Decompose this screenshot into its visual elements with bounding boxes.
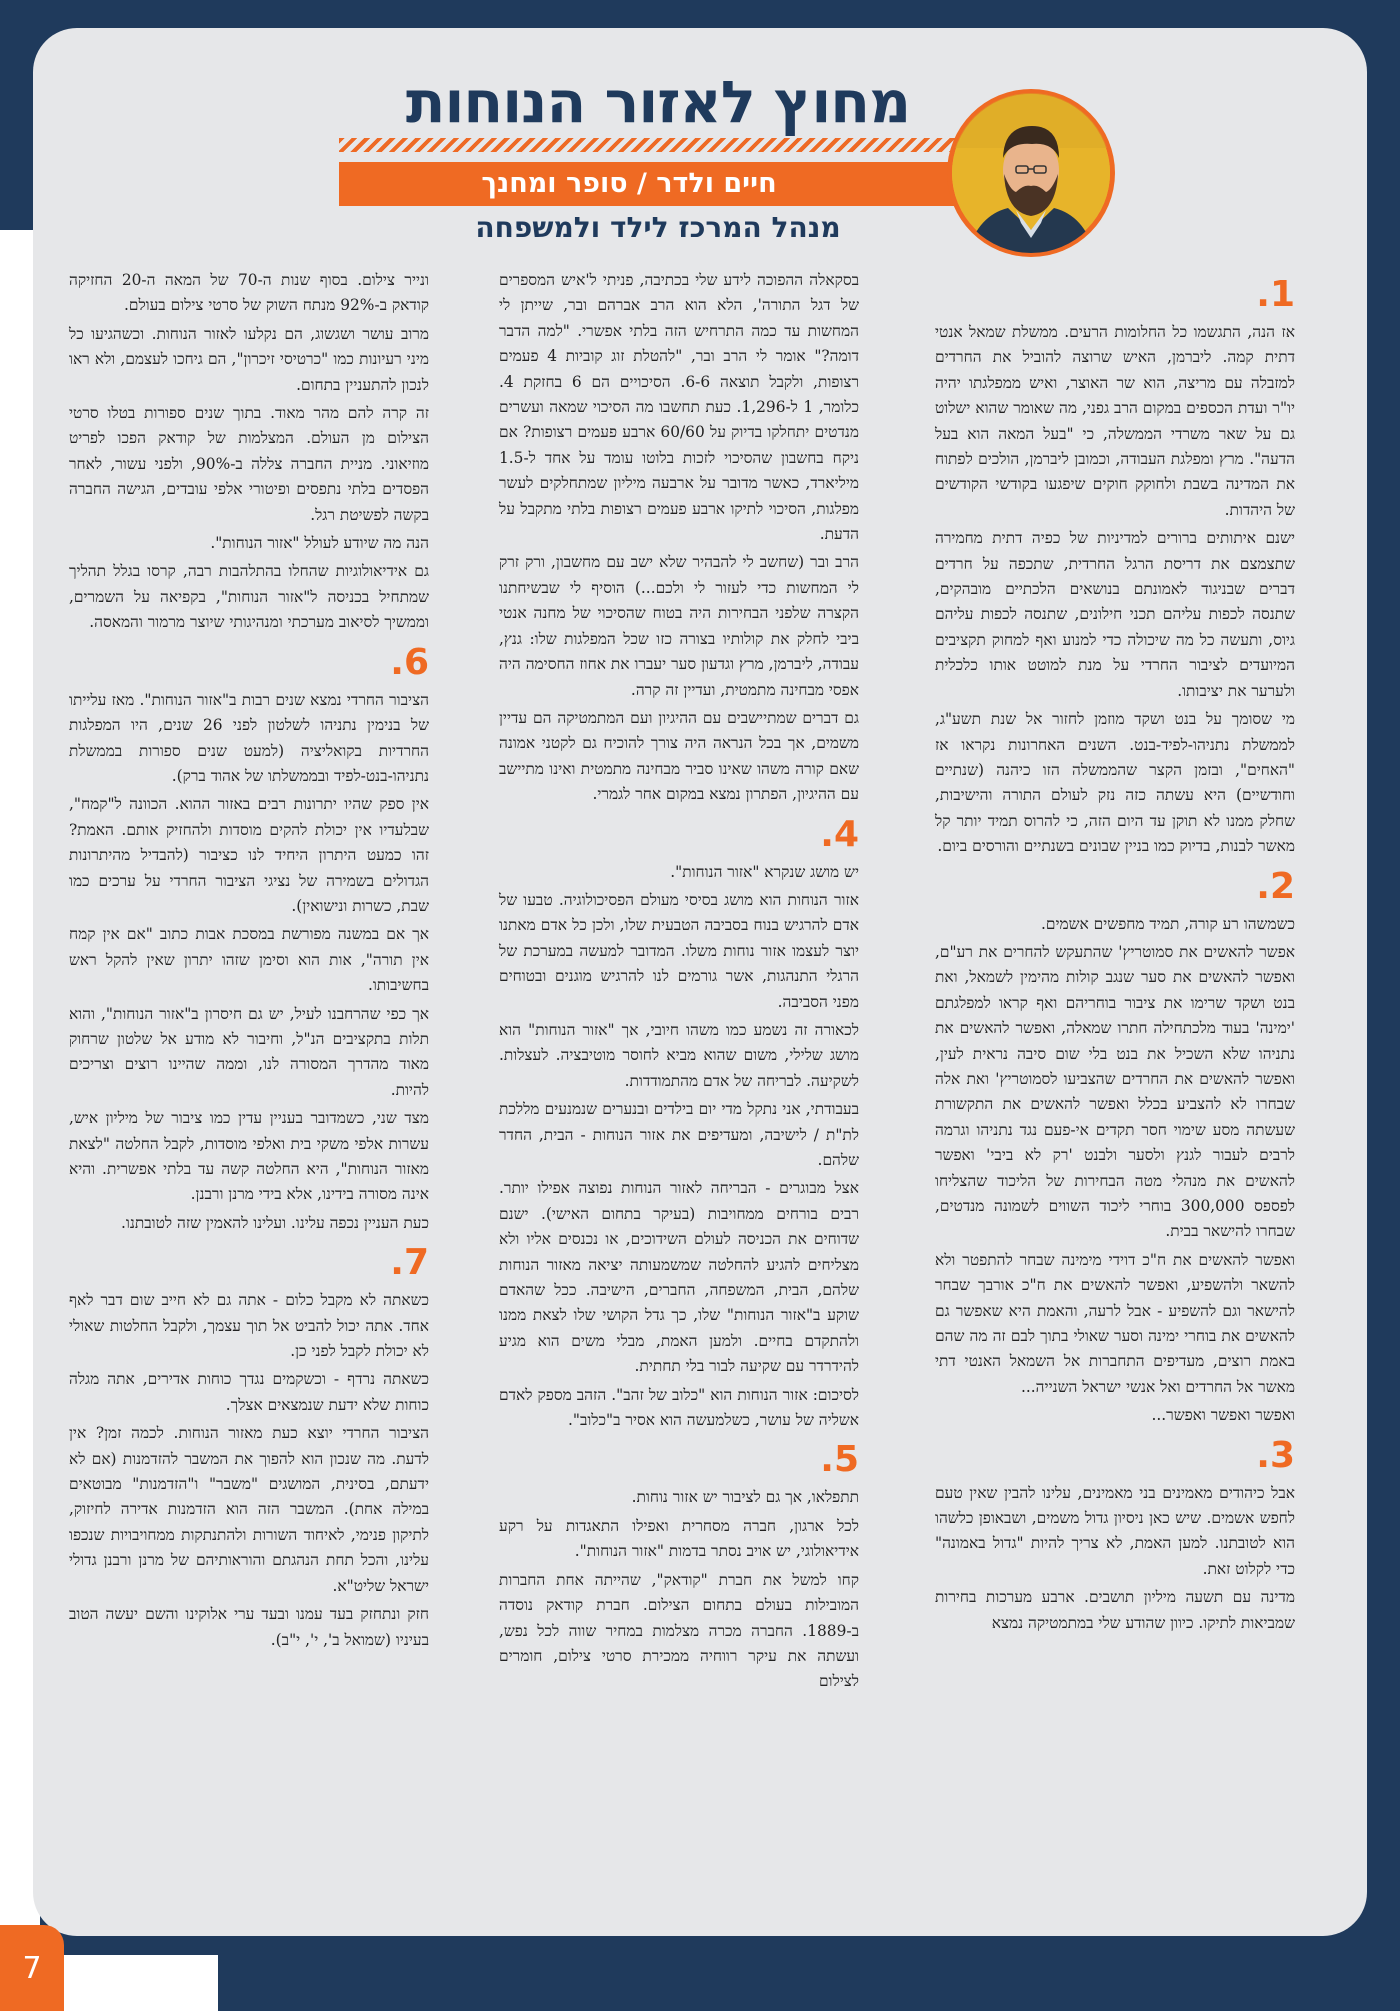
section-number: 6. <box>390 641 429 683</box>
paragraph: אך אם במשנה מפורשת במסכת אבות כתוב "אם אין קמח אין תורה", אות הוא וסימן שזהו יתרון שאין להקל ראש בחשיבותו. <box>69 925 429 995</box>
paragraph: כשאתה נרדף - וכשקמים נגדך כוחות אדירים, אתה מגלה כוחות שלא ידעת שנמצאים אצלך. <box>69 1370 429 1414</box>
paragraph: ואפשר ואפשר ואפשר... <box>1151 1406 1295 1425</box>
title-underline-stripes <box>339 138 979 152</box>
paragraph: לכאורה זה נשמע כמו משהו חיובי, אך "אזור הנוחות" הוא מושג שלילי, משום שהוא מביא לחוסר מוטיבציה. לעצלות. לשקיעה. לבריחה של אדם מהתמודדות. <box>499 1020 859 1090</box>
paragraph: הנה מה שיודע לעולל "אזור הנוחות". <box>210 534 429 553</box>
paragraph: חזק ונתחזק בעד עמנו ובעד ערי אלוקינו והשם יעשה הטוב בעיניו (שמואל ב', י', י"ב). <box>69 1605 429 1649</box>
paragraph: כשאתה לא מקבל כלום - אתה גם לא חייב שום דבר לאף אחד. אתה יכול להביט אל תוך עצמך, ולקבל החלטות שאולי לא יכולת לקבל לפני כן. <box>69 1291 429 1361</box>
paragraph: מדינה עם תשעה מיליון תושבים. ארבע מערכות בחירות שמביאות לתיקו. כיוון שהודע שלי במתמטיקה נמצא <box>935 1588 1295 1632</box>
paragraph: כשמשהו רע קורה, תמיד מחפשים אשמים. <box>1040 914 1295 933</box>
paragraph: מצד שני, כשמדובר בעניין עדין כמו ציבור של מיליון איש, עשרות אלפי משקי בית ואלפי מוסדות, לקבל החלטה "לצאת מאזור הנוחות", היא החלטה קשה עד בלתי אפשרית. והיא אינה מסורה בידינו, אלא בידי מרנן ורבנן. <box>69 1109 429 1204</box>
paragraph: אצל מבוגרים - הבריחה לאזור הנוחות נפוצה אפילו יותר. רבים בורחים ממחויבות (בעיקר בתחום האישי). ישנם שדוחים את הכניסה לעולם השידוכים, או נכנסים אליו ולא מצליחים להגיע להחלטה שמשמעותה יציאה מאזור הנוחות שלהם, הבית, המשפחה, החברים, הישיבה. ככל שהאדם שוקע ב"אזור הנוחות" שלו, כך גדל הקושי שלו לצאת ממנו ולהתקדם בחיים. ולמען האמת, מבלי משים הוא מגיע להידרדר עם שקיעה לבור בלי תחתית. <box>499 1179 859 1376</box>
paragraph: אזור הנוחות הוא מושג בסיסי מעולם הפסיכולוגיה. טבעו של אדם להרגיש בנוח בסביבה הטבעית שלו, ולכן כל אדם מאתנו יוצר לעצמו אזור נוחות משלו. המדובר למעשה במערכת של הרגלי התנהגות, אשר גורמים לנו להרגיש מוגנים ובטוחים מפני הסביבה. <box>499 890 859 1011</box>
author-subtitle: מנהל המרכז לילד ולמשפחה <box>475 211 841 244</box>
section-number: 7. <box>390 1242 429 1284</box>
paragraph: קחו למשל את חברת "קודאק", שהייתה אחת החברות המובילות בעולם בתחום הצילום. חברת קודאק נוסדה ב-1889. החברה מכרה מצלמות במחיר שווה לכל נפש, ועשתה את עיקר רווחיה ממכירת סרטי צילום, חומרים לצילום <box>499 1570 859 1691</box>
paragraph: אין ספק שהיו יתרונות רבים באזור ההוא. הכוונה ל"קמח", שבלעדיו אין יכולת להקים מוסדות ולהחזיק אותם. האמת? זהו כמעט היתרון היחיד לנו כציבור (להבדיל מהיתרונות הגדולים בשמירה של נציגי הציבור החרדי על ערכים כמו שבת, כשרות ונישואין). <box>69 795 429 915</box>
paragraph: אך כפי שהרחבנו לעיל, יש גם חיסרון ב"אזור הנוחות", והוא תלות בתקציבים הנ"ל, וחיבור לא מודע אל שלטון שרחוק מאוד מהדרך המסורה לנו, וממה שהיינו רוצים וצריכים להיות. <box>69 1004 429 1099</box>
paragraph: גם דברים שמתיישבים עם ההיגיון ועם המתמטיקה הם עדיין משמים, אך בכל הנראה היה צורך להוכיח גם לקטני אמונה שאם קורה משהו שאינו סביר מבחינה מתמטית ואינו מתיישב עם ההיגיון, הפתרון נמצא במקום אחר לגמרי. <box>499 708 859 804</box>
paragraph: תתפלאו, אך גם לציבור יש אזור נוחות. <box>631 1488 859 1507</box>
paragraph: ואפשר להאשים את ח"כ דוידי מימינה שבחר להתפטר ולא להשאר ולהשפיע, ואפשר להאשים את ח"כ אורבך שבחר להישאר וגם להשפיע - אבל לרעה, והאמת היא שאפשר גם להאשים את בוחרי ימינה וסער שאולי בתוך לבם זה מה שהם באמת רוצים, מעדיפים התחברות אל השמאל האנטי דתי מאשר אל החרדים ואל אנשי ישראל השנייה... <box>935 1250 1295 1396</box>
paragraph: ישנם איתותים ברורים למדיניות של כפיה דתית מחמירה שתצמצם את דריסת הרגל החרדית, שתכפה על חרדים דברים שבניגוד לאמונתם בנושאים הלכתיים מובהקים, שתנסה לכפות עליהם תכני חילונים, שתנסה לכפות עליהם גיוס, ותעשה כל מה שיכולה כדי למנוע ואף למחוק תקציבים המיועדים לציבור החרדי על מנת למוטט אותו כלכלית ולערער את יציבותו. <box>935 529 1295 700</box>
paragraph: לסיכום: אזור הנוחות הוא "כלוב של זהב". הזהב מספק לאדם אשליה של עושר, כשלמעשה הוא אסיר ב"כלוב". <box>499 1385 859 1430</box>
paragraph: זה קרה להם מהר מאוד. בתוך שנים ספורות בטלו סרטי הצילום מן העולם. המצלמות של קודאק הפכו לפריט מוזיאוני. מניית החברה צללה ב-90%, ולפני עשור, לאחר הפסדים בלתי נתפסים ופיטורי אלפי עובדים, הגישה החברה בקשה לפשיטת רגל. <box>69 404 429 524</box>
section-number: 4. <box>820 813 859 855</box>
author-banner <box>339 162 979 206</box>
paragraph: לכל ארגון, חברה מסחרית ואפילו התאגדות על רקע אידיאולוגי, יש אויב נסתר בדמות "אזור הנוחות". <box>499 1516 859 1561</box>
paragraph: מרוב עושר ושגשוג, הם נקלעו לאזור הנוחות. וכשהגיעו כל מיני רעיונות כמו "כרטיסי זיכרון", הם גיחכו לעצמם, ולא ראו לנכון להתעניין בתחום. <box>69 324 429 394</box>
text-column-2 <box>499 268 859 1698</box>
paragraph: אז הנה, התגשמו כל החלומות הרעים. ממשלת שמאל אנטי דתית קמה. ליברמן, האיש שרוצה להוביל את החרדים למזבלה עם מריצה, הוא שר האוצר, ואיש ממפלגתו יהיה יו"ר ועדת הכספים במקום הרב גפני, מה שאומר שהוא ישלוט גם על שאר משרדי הממשלה, כי "בעל המאה הוא בעל הדעה". מרץ ומפלגת העבודה, וכמובן ליברמן, הולכים לפתוח את המדינה בשבת ולחוקק חוקים שיפגעו בקודשי הקודשים של היהדות. <box>935 323 1295 519</box>
author-line: חיים ולדר / סופר ומחנך <box>481 168 777 199</box>
paragraph: אפשר להאשים את סמוטריץ' שהתעקש להחרים את רע"ם, ואפשר להאשים את סער שנגב קולות מהימין לשמאל, ואת בנט ושקד שרימו את ציבור בוחריהם ואף קראו למפלגתם 'ימינה' בעוד מלכתחילה חתרו שמאלה, ואפשר להאשים את נתניהו שלא השכיל את בנט בלי שום סיבה נראית לעין, ואפשר להאשים את החרדים שהצביעו לסמוטריץ' ואת אלה שבחרו לא להצביע בכלל ואפשר להאשים את התקשורת שעשתה מסע שימוי חסר תקדים אי-פעם נגד נתניהו וגרמה לרבים לעבור לגנץ ולסער ולבנט 'רק לא ביבי' ואפשר להאשים את מנהלי מטה הבחירות של הליכוד שהצליחו לפספס 300,000 בוחרי ליכוד השווים לשמונה מנדטים, שבחרו להישאר בבית. <box>935 942 1295 1241</box>
paragraph: הציבור החרדי נמצא שנים רבות ב"אזור הנוחות". מאז עלייתו של בנימין נתניהו לשלטון לפני 26 שנים, היו המפלגות החרדיות בקואליציה (למעט שנים ספורות בממשלת נתניהו-בנט-לפיד ובממשלתו של אהוד ברק). <box>69 690 429 785</box>
section-number: 1. <box>1256 274 1295 315</box>
paragraph: אבל כיהודים מאמינים בני מאמינים, עלינו להבין שאין טעם לחפש אשמים. שיש כאן ניסיון גדול משמים, ושבאופן כלשהו הוא לטובתנו. למען האמת, לא צריך להיות "גדול באמונה" כדי לקלוט זאת. <box>935 1483 1295 1578</box>
paragraph: כעת העניין נכפה עלינו. ועלינו להאמין שזה לטובתנו. <box>121 1213 429 1232</box>
paragraph: יש מושג שנקרא "אזור הנוחות". <box>670 862 859 881</box>
paragraph: ונייר צילום. בסוף שנות ה-70 של המאה ה-20 החזיקה קודאק ב-92% מנתח השוק של סרטי צילום בעולם. <box>69 271 429 315</box>
text-column-3 <box>69 268 429 1656</box>
paragraph: גם אידיאולוגיות שהחלו בהתלהבות רבה, קרסו בגלל תהליך שמתחיל בכניסה ל"אזור הנוחות", בקפיאה על השמרים, וממשיך לסיאוב מערכתי ומנהיגותי שיוצר מרמור והמאסה. <box>69 562 429 632</box>
paragraph: בסקאלה ההפוכה לידע שלי בכתיבה, פניתי ל'איש המספרים של דגל התורה', הלא הוא הרב אברהם ובר, שייתן לי המחשות עד כמה התרחיש הזה בלתי אפשרי. "למה הדבר דומה?" אומר לי הרב ובר, "להטלת זוג קוביות 4 פעמים רצופות, ולקבל תוצאה 6-6. הסיכויים הם 6 בחזקת 4. כלומר, 1 ל-1,296. כעת תחשבו מה הסיכוי שמאה ועשרים מנדטים יתחלקו בדיוק על 60/60 ארבע פעמים רצופות? אם ניקח בחשבון שהסיכוי לזכות בלוטו עומד על אחד ל-1.5 מיליארד, כאשר מדובר על ארבעה מיליון שמתחלקים לעשר מפלגות, הסיכוי לתיקו ארבע פעמים רצופות בלתי מתקבל על הדעת. <box>499 271 860 544</box>
author-avatar <box>946 88 1116 258</box>
text-column-1 <box>935 268 1295 1639</box>
paragraph: הציבור החרדי יוצא כעת מאזור הנוחות. לכמה זמן? אין לדעת. מה שנכון הוא להפוך את המשבר להזדמנות (אם לא ידעתם, בסינית, המושגים "משבר" ו"הזדמנות" מבוטאים במילה אחת). המשבר הזה הוא הזדמנות אדירה לחיזוק, לתיקון פנימי, לאיחוד השורות ולהתנתקות ממחויבויות שנכפו עלינו, והכל תחת הנהגתם והוראותיהם של מרנן ורבנן גדולי ישראל שליט"א. <box>69 1424 429 1595</box>
article-card <box>33 28 1367 1936</box>
paragraph: הרב ובר (שחשב לי להבהיר שלא ישב עם מחשבון, ורק זרק לי המחשות כדי לעזור לי ולכם...) הוסיף לי שבשיחתנו הקצרה שלפני הבחירות היה בטוח שהסיכוי של מחנה אנטי ביבי לחלק את קולותיו בצורה כזו שכל המפלגות שלו: גנץ, עבודה, ליברמן, מרץ וגדעון סער יעברו את אחוז החסימה היה אפסי מבחינה מתמטית, ועדיין זה קרה. <box>499 553 859 699</box>
page-title: מחוץ לאזור הנוחות <box>405 68 911 136</box>
paragraph: בעבודתי, אני נתקל מדי יום בילדים ובנערים שנמנעים מללכת לת"ת / לישיבה, ומעדיפים את אזור הנוחות - הבית, החדר שלהם. <box>499 1100 859 1169</box>
section-number: 2. <box>1256 865 1295 907</box>
paragraph: מי שסומך על בנט ושקד מוזמן לחזור אל שנת תשע"ג, לממשלת נתניהו-לפיד-בנט. השנים האחרונות נקראו אז "האחים", ובזמן הקצר שהממשלה הזו כיהנה (שנתיים וחודשיים) היא עשתה כזה נזק לעולם התורה והישיבות, שחלק ממנו לא תוקן עד היום הזה, כי להרוס תמיד יותר קל מאשר לבנות, בדיוק כמו בניין שבונים בשנתיים והורסים ביום. <box>935 710 1295 856</box>
section-number: 3. <box>1256 1434 1295 1476</box>
page-number: 7 <box>0 1925 64 2011</box>
section-number: 5. <box>820 1439 859 1481</box>
